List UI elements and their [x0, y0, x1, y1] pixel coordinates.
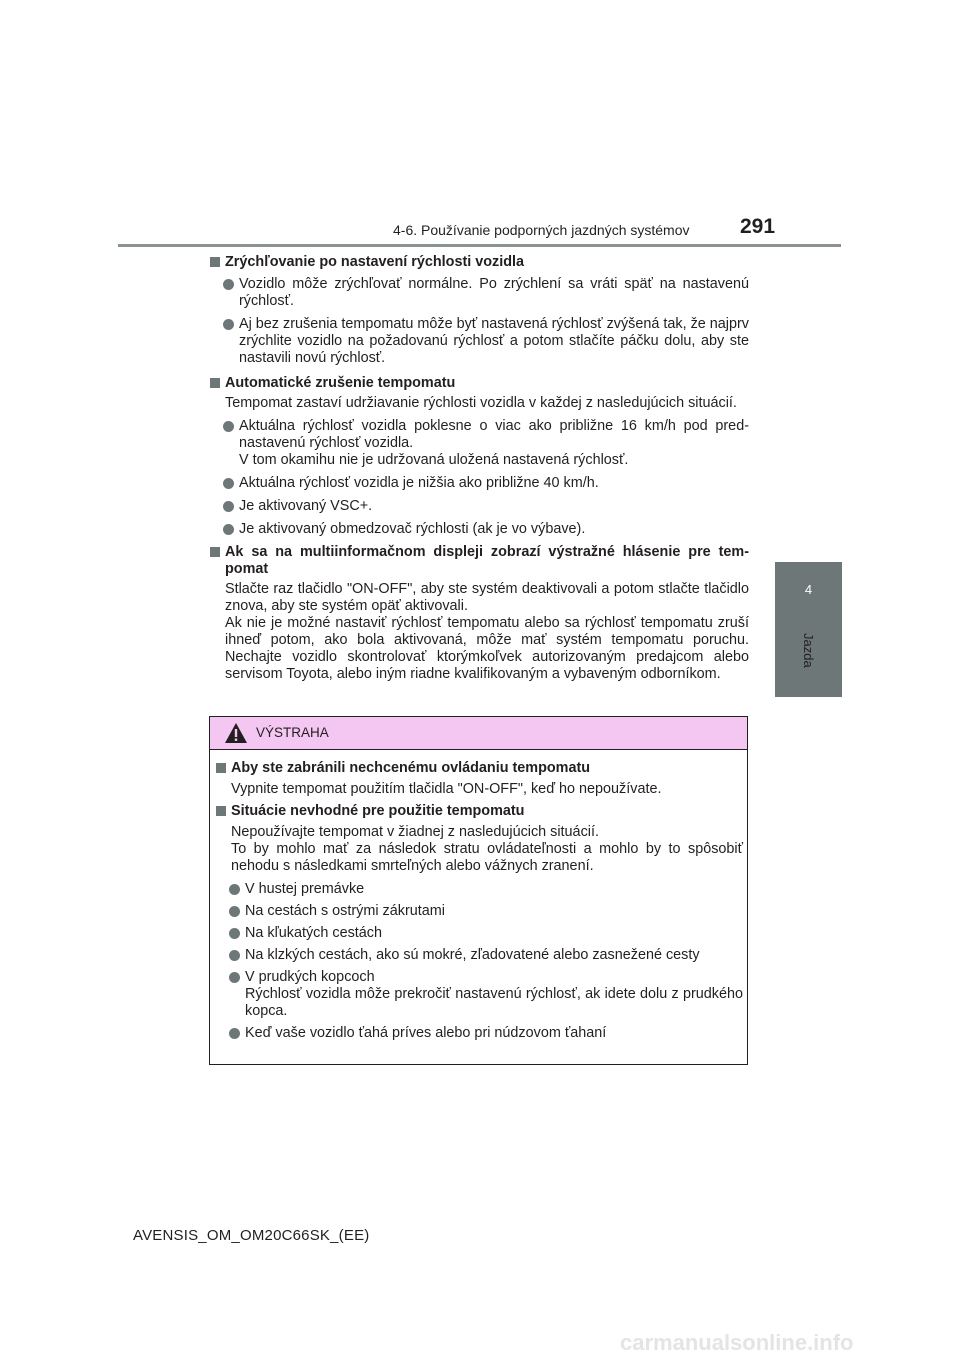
- list-item: V prudkých kopcoch Rýchlosť vozidla môže prekročiť nastavenú rýchlosť, ak idete dolu z prudkého kopca.: [215, 969, 743, 1020]
- warning-triangle-icon: [224, 722, 248, 744]
- dot-icon: [223, 478, 234, 489]
- section-heading: Ak sa na multiinformačnom displeji zobrazí výstražné hlásenie pre tempomat: [209, 544, 749, 578]
- square-icon: [216, 806, 226, 816]
- dot-icon: [223, 524, 234, 535]
- page-number: 291: [740, 215, 776, 238]
- dot-icon: [223, 421, 234, 432]
- header-divider: [118, 244, 841, 247]
- square-icon: [210, 547, 220, 557]
- dot-icon: [229, 972, 240, 983]
- dot-icon: [229, 1028, 240, 1039]
- warning-body: [215, 760, 743, 1047]
- paragraph: Vypnite tempomat použitím tlačidla "ON-OFF", keď ho nepoužívate.: [231, 781, 662, 797]
- list-item: Aj bez zrušenia tempomatu môže byť nastavená rýchlosť zvýšená tak, že najprv zrýchlite vozidlo na požadovanú rýchlosť a potom stlačíte páčku dolu, aby ste nastavili novú rýchlosť.: [209, 316, 749, 367]
- warning-header: [210, 717, 747, 750]
- list-item: Na cestách s ostrými zákrutami: [215, 903, 743, 920]
- section-heading: Situácie nevhodné pre použitie tempomatu: [215, 803, 743, 820]
- list-item: Aktuálna rýchlosť vozidla poklesne o viac ako približne 16 km/h pod prednastavenú rýchlosť vozidla. V tom okamihu nie je udržovaná uložená nastavená rýchlosť.: [209, 418, 749, 469]
- dot-icon: [229, 928, 240, 939]
- paragraph: To by mohlo mať za následok stratu ovládateľnosti a mohlo by to spôsobiť nehodu s následkami smrteľných alebo vážnych zranení.: [231, 841, 743, 874]
- list-item: Je aktivovaný VSC+.: [209, 498, 749, 515]
- square-icon: [210, 257, 220, 267]
- dot-icon: [229, 950, 240, 961]
- list-item: Keď vaše vozidlo ťahá príves alebo pri núdzovom ťahaní: [215, 1025, 743, 1042]
- section-heading: Zrýchľovanie po nastavení rýchlosti vozidla: [209, 254, 749, 271]
- paragraph: Ak nie je možné nastaviť rýchlosť tempomatu alebo sa rýchlosť tempomatu zruší ihneď potom, ako bola aktivovaná, môže mať systém tempomatu poruchu. Nechajte vozidlo skontrolovať ktorýmkoľvek autorizovaným predajcom alebo servisom Toyota, alebo iným riadne kvalifikovaným a vybaveným odborníkom.: [225, 615, 749, 682]
- square-icon: [210, 378, 220, 388]
- square-icon: [216, 763, 226, 773]
- header-title: 4-6. Používanie podporných jazdných systémov: [393, 222, 690, 238]
- paragraph: Tempomat zastaví udržiavanie rýchlosti vozidla v každej z nasledujúcich situácií.: [225, 395, 737, 411]
- list-item: Na kľukatých cestách: [215, 925, 743, 942]
- list-item: Vozidlo môže zrýchľovať normálne. Po zrýchlení sa vráti späť na nastavenú rýchlosť.: [209, 276, 749, 310]
- dot-icon: [223, 319, 234, 330]
- dot-icon: [223, 501, 234, 512]
- paragraph: Nepoužívajte tempomat v žiadnej z nasledujúcich situácií.: [231, 824, 599, 840]
- dot-icon: [223, 279, 234, 290]
- dot-icon: [229, 884, 240, 895]
- list-item: V hustej premávke: [215, 881, 743, 898]
- warning-title: VÝSTRAHA: [256, 725, 329, 740]
- watermark: carmanualsonline.info: [620, 1330, 854, 1355]
- main-content: [209, 254, 749, 688]
- document-code: AVENSIS_OM_OM20C66SK_(EE): [133, 1227, 370, 1244]
- chapter-label: Jazda: [801, 633, 816, 668]
- dot-icon: [229, 906, 240, 917]
- list-item: Na klzkých cestách, ako sú mokré, zľadovatené alebo zasnežené cesty: [215, 947, 743, 964]
- paragraph: Stlačte raz tlačidlo "ON-OFF", aby ste systém deaktivovali a potom stlačte tlačidlo znova, aby ste systém opäť aktivovali.: [225, 581, 749, 614]
- chapter-number: 4: [804, 582, 813, 597]
- list-item: Je aktivovaný obmedzovač rýchlosti (ak je vo výbave).: [209, 521, 749, 538]
- list-item: Aktuálna rýchlosť vozidla je nižšia ako približne 40 km/h.: [209, 475, 749, 492]
- warning-box: [209, 716, 748, 1065]
- section-heading: Automatické zrušenie tempomatu: [209, 375, 749, 392]
- section-heading: Aby ste zabránili nechcenému ovládaniu tempomatu: [215, 760, 743, 777]
